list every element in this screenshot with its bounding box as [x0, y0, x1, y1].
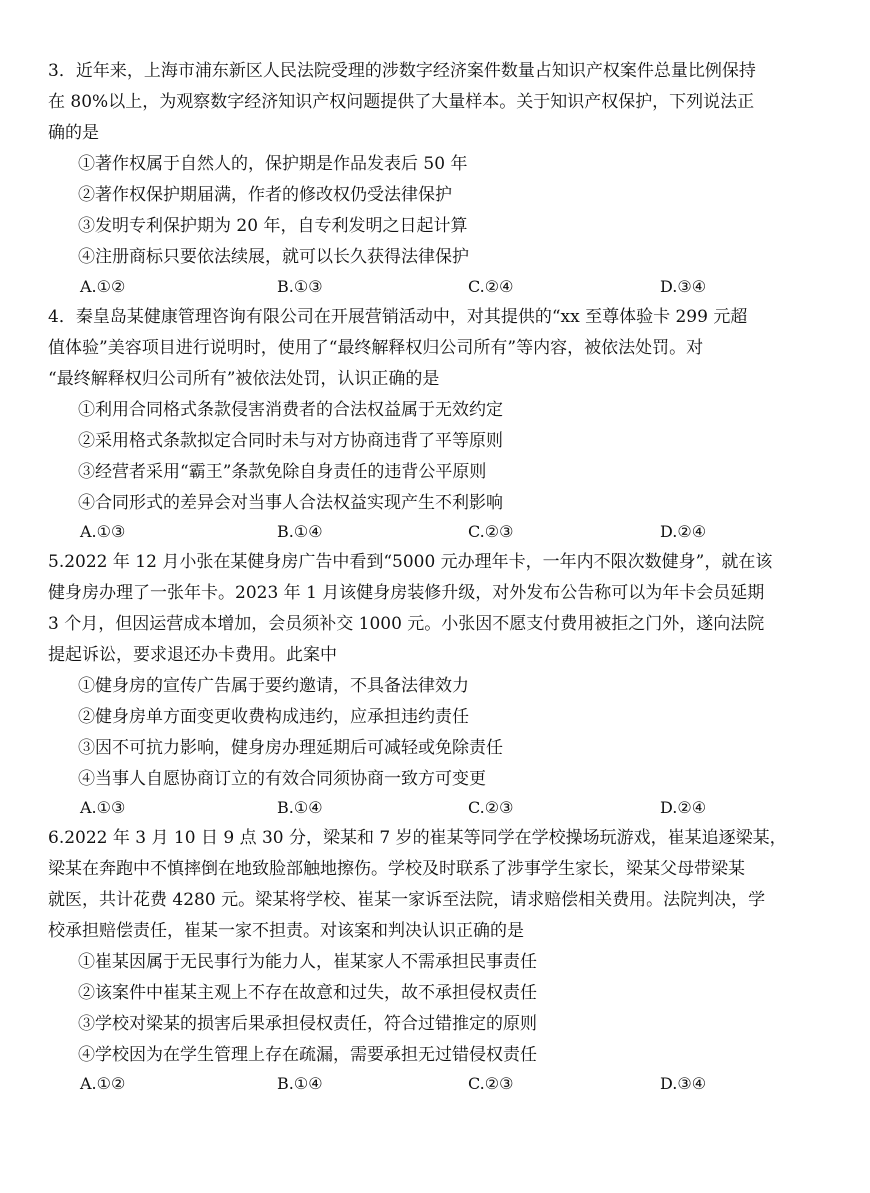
question-stem-line: 梁某在奔跑中不慎摔倒在地致脸部触地擦伤。学校及时联系了涉事学生家长，梁某父母带梁某 [48, 859, 745, 879]
question-statement: ③学校对梁某的损害后果承担侵权责任，符合过错推定的原则 [78, 1014, 537, 1034]
question-stem-line: 就医，共计花费 4280 元。梁某将学校、崔某一家诉至法院，请求赔偿相关费用。法院判决，学 [48, 890, 766, 910]
question-statement: ①健身房的宣传广告属于要约邀请，不具备法律效力 [78, 676, 469, 696]
question-statement: ③因不可抗力影响，健身房办理延期后可减轻或免除责任 [78, 738, 503, 758]
option-a: A.①② [80, 1074, 126, 1093]
question-statement: ③经营者采用“霸王”条款免除自身责任的违背公平原则 [78, 462, 487, 482]
option-a: A.①② [80, 277, 126, 296]
option-a: A.①③ [80, 798, 126, 817]
question-stem-line: 值体验”美容项目进行说明时，使用了“最终解释权归公司所有”等内容，被依法处罚。对 [48, 338, 704, 358]
question-stem-line: 4．秦皇岛某健康管理咨询有限公司在开展营销活动中，对其提供的“xx 至尊体验卡 299 元超 [48, 307, 748, 327]
option-b: B.①④ [277, 522, 323, 541]
option-b: B.①④ [277, 798, 323, 817]
question-statement: ①著作权属于自然人的，保护期是作品发表后 50 年 [78, 154, 468, 174]
question-stem-line: 5.2022 年 12 月小张在某健身房广告中看到“5000 元办理年卡，一年内不限次数健身”，就在该 [48, 552, 773, 572]
option-a: A.①③ [80, 522, 126, 541]
question-statement: ②著作权保护期届满，作者的修改权仍受法律保护 [78, 185, 452, 205]
question-stem-line: 确的是 [48, 123, 99, 143]
option-d: D.③④ [660, 1074, 707, 1093]
question-stem-line: 3 个月，但因运营成本增加，会员须补交 1000 元。小张因不愿支付费用被拒之门外，遂向法院 [48, 614, 765, 634]
option-b: B.①③ [277, 277, 323, 296]
question-stem-line: 健身房办理了一张年卡。2023 年 1 月该健身房装修升级，对外发布公告称可以为年卡会员延期 [48, 583, 765, 603]
option-d: D.②④ [660, 798, 707, 817]
question-statement: ②健身房单方面变更收费构成违约，应承担违约责任 [78, 707, 469, 727]
option-c: C.②③ [468, 798, 514, 817]
option-c: C.②③ [468, 1074, 514, 1093]
question-stem-line: “最终解释权归公司所有”被依法处罚，认识正确的是 [48, 369, 440, 389]
question-stem-line: 提起诉讼，要求退还办卡费用。此案中 [48, 645, 337, 665]
question-statement: ④注册商标只要依法续展，就可以长久获得法律保护 [78, 247, 469, 267]
question-stem-line: 6.2022 年 3 月 10 日 9 点 30 分，梁某和 7 岁的崔某等同学在学校操场玩游戏，崔某追逐梁某， [48, 828, 787, 848]
question-statement: ④合同形式的差异会对当事人合法权益实现产生不利影响 [78, 493, 503, 513]
question-statement: ①崔某因属于无民事行为能力人，崔某家人不需承担民事责任 [78, 952, 537, 972]
question-stem-line: 3．近年来，上海市浦东新区人民法院受理的涉数字经济案件数量占知识产权案件总量比例保持 [48, 61, 756, 81]
question-statement: ②采用格式条款拟定合同时未与对方协商违背了平等原则 [78, 431, 503, 451]
question-stem-line: 校承担赔偿责任，崔某一家不担责。对该案和判决认识正确的是 [48, 921, 524, 941]
option-c: C.②③ [468, 522, 514, 541]
option-c: C.②④ [468, 277, 514, 296]
question-statement: ②该案件中崔某主观上不存在故意和过失，故不承担侵权责任 [78, 983, 537, 1003]
option-d: D.②④ [660, 522, 707, 541]
option-b: B.①④ [277, 1074, 323, 1093]
question-statement: ④当事人自愿协商订立的有效合同须协商一致方可变更 [78, 769, 486, 789]
question-statement: ①利用合同格式条款侵害消费者的合法权益属于无效约定 [78, 400, 503, 420]
question-statement: ③发明专利保护期为 20 年，自专利发明之日起计算 [78, 216, 468, 236]
option-d: D.③④ [660, 277, 707, 296]
question-stem-line: 在 80%以上，为观察数字经济知识产权问题提供了大量样本。关于知识产权保护，下列说法正 [48, 92, 755, 112]
question-statement: ④学校因为在学生管理上存在疏漏，需要承担无过错侵权责任 [78, 1045, 537, 1065]
